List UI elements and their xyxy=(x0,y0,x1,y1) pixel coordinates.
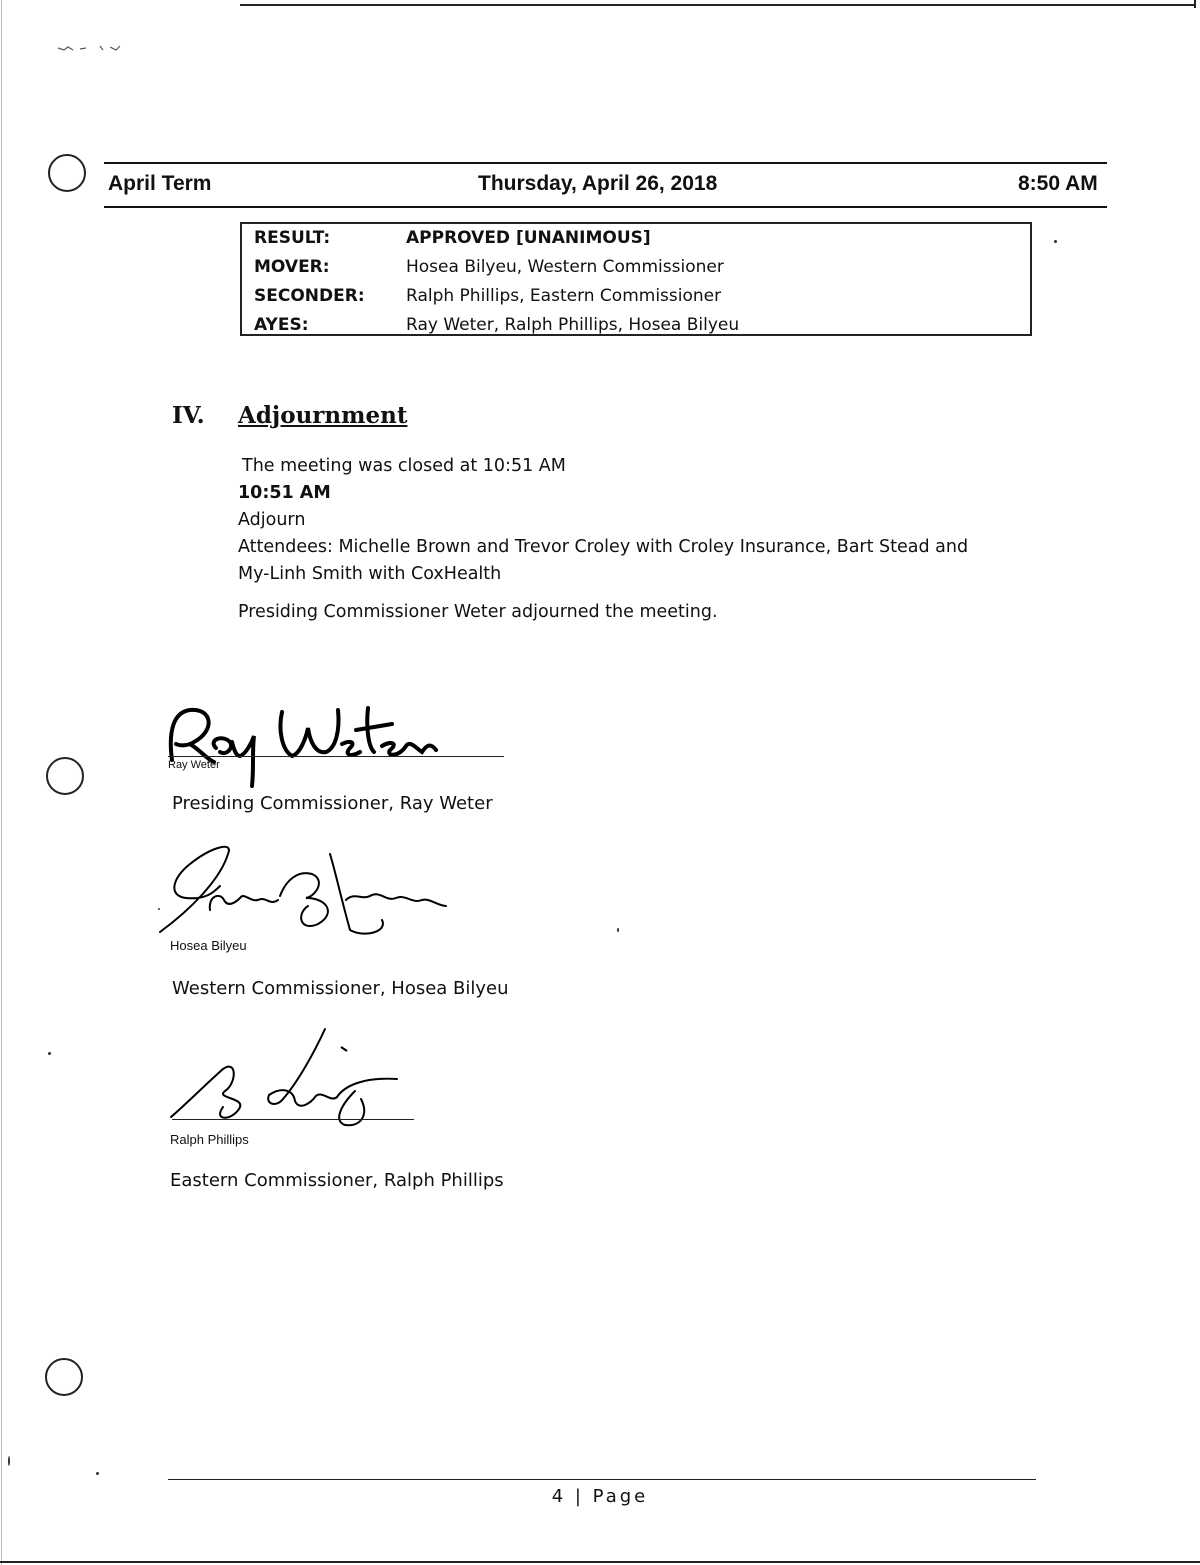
signature-line-3 xyxy=(172,1119,414,1120)
scan-edge-right xyxy=(1194,0,1196,8)
vote-result-box xyxy=(240,222,1032,336)
page-number: 4 | Page xyxy=(551,1486,649,1507)
attendees-line-2: My-Linh Smith with CoxHealth xyxy=(238,564,502,584)
scan-speck xyxy=(96,1472,99,1475)
result-value: APPROVED [UNANIMOUS] xyxy=(406,228,651,248)
header-rule-bottom xyxy=(104,206,1107,208)
seconder-value: Ralph Phillips, Eastern Commissioner xyxy=(406,286,722,306)
header-date: Thursday, April 26, 2018 xyxy=(478,172,718,195)
scan-speck xyxy=(158,908,160,910)
signer-name-1: Ray Weter xyxy=(168,759,220,771)
signer-name-2: Hosea Bilyeu xyxy=(170,938,247,953)
attendees-line-1: Attendees: Michelle Brown and Trevor Croley with Croley Insurance, Bart Stead and xyxy=(238,537,969,557)
scan-edge-bottom xyxy=(0,1561,1200,1563)
scan-speck xyxy=(48,1052,51,1055)
header-time: 8:50 AM xyxy=(1018,172,1098,195)
signer-name-3: Ralph Phillips xyxy=(170,1132,249,1147)
scan-speck xyxy=(1054,240,1057,243)
signature-hosea-bilyeu xyxy=(150,840,460,940)
ayes-label: AYES: xyxy=(254,315,309,335)
adjourn-label: Adjourn xyxy=(238,510,306,530)
scan-edge-top xyxy=(240,4,1195,6)
mover-value: Hosea Bilyeu, Western Commissioner xyxy=(406,257,724,277)
header-term: April Term xyxy=(108,172,212,195)
section-title: Adjournment xyxy=(238,402,408,429)
signer-title-3: Eastern Commissioner, Ralph Phillips xyxy=(170,1170,504,1191)
binder-hole-bottom xyxy=(45,1358,83,1396)
footer-rule xyxy=(168,1479,1036,1480)
section-number: IV. xyxy=(172,402,205,429)
scan-speck xyxy=(8,1456,10,1466)
signature-line-1 xyxy=(168,756,504,757)
ayes-value: Ray Weter, Ralph Phillips, Hosea Bilyeu xyxy=(406,315,740,335)
signer-title-2: Western Commissioner, Hosea Bilyeu xyxy=(172,978,509,999)
closing-time: 10:51 AM xyxy=(238,483,331,503)
closing-statement: The meeting was closed at 10:51 AM xyxy=(242,456,566,476)
signer-title-1: Presiding Commissioner, Ray Weter xyxy=(172,793,493,814)
adjourned-statement: Presiding Commissioner Weter adjourned the meeting. xyxy=(238,602,718,622)
scan-edge-left xyxy=(1,0,2,1565)
scan-scribble xyxy=(56,40,146,56)
seconder-label: SECONDER: xyxy=(254,286,365,306)
binder-hole-top xyxy=(48,154,86,192)
binder-hole-middle xyxy=(46,757,84,795)
mover-label: MOVER: xyxy=(254,257,330,277)
signature-ray-weter xyxy=(160,690,520,790)
scan-speck xyxy=(617,928,619,932)
header-rule-top xyxy=(104,162,1107,164)
result-label: RESULT: xyxy=(254,228,331,248)
